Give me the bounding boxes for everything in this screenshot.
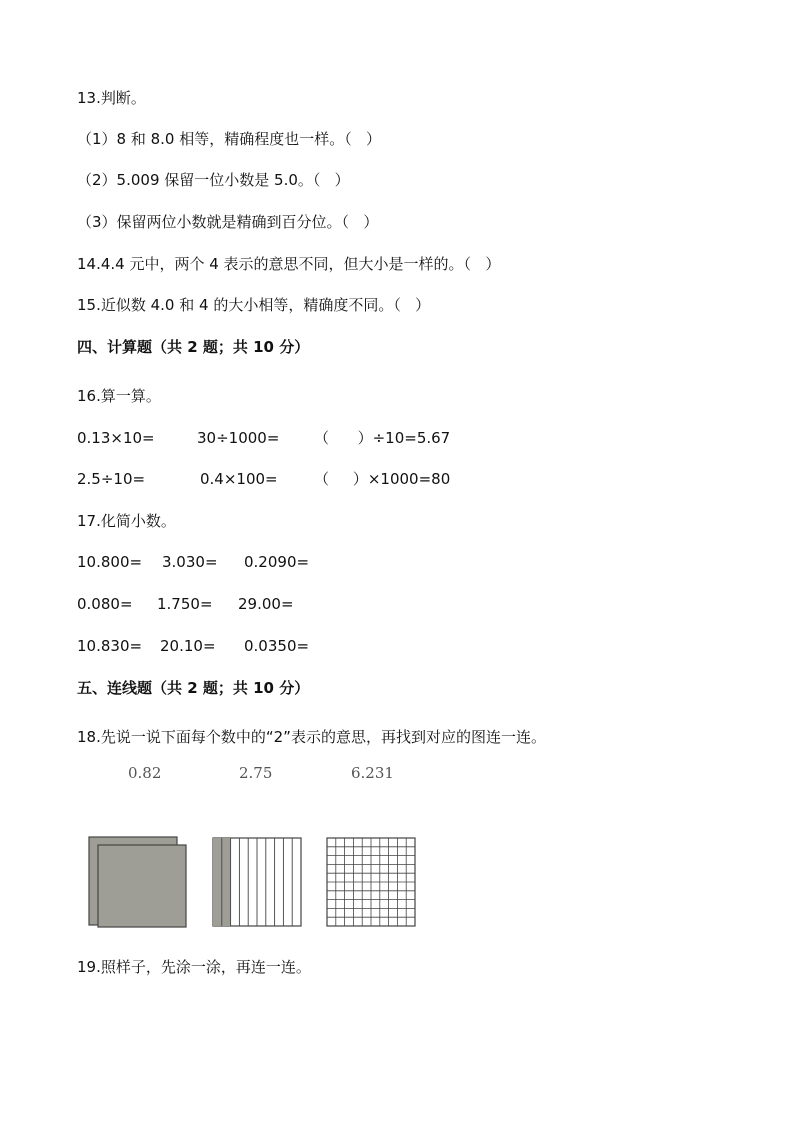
q17-r1-c3: 0.2090=	[244, 553, 310, 571]
q19-text: 19.照样子，先涂一涂，再连一连。	[77, 958, 311, 976]
q17-r1-c2: 3.030=	[162, 553, 218, 571]
q16-r2-c1: 2.5÷10=	[77, 470, 146, 488]
two-full-squares-figure	[88, 836, 188, 928]
q17-r1-c1: 10.800=	[77, 553, 143, 571]
q16-title: 16.算一算。	[77, 387, 161, 405]
q16-r2-c2: 0.4×100=	[200, 470, 278, 488]
q17-r2-c1: 0.080=	[77, 595, 133, 613]
section5-heading: 五、连线题（共 2 题；共 10 分）	[77, 679, 310, 697]
q18-number-2: 2.75	[239, 764, 273, 782]
q16-r1-c3: （ ）÷10=5.67	[314, 429, 451, 447]
hundredths-grid-figure	[325, 836, 417, 928]
q17-r3-c2: 20.10=	[160, 637, 216, 655]
q18-number-1: 0.82	[128, 764, 162, 782]
q16-r2-c3: （ ）×1000=80	[314, 470, 451, 488]
q17-r3-c1: 10.830=	[77, 637, 143, 655]
q17-r2-c3: 29.00=	[238, 595, 294, 613]
q13-item-3: （3）保留两位小数就是精确到百分位。（ ）	[77, 213, 379, 231]
q15-text: 15.近似数 4.0 和 4 的大小相等，精确度不同。（ ）	[77, 296, 431, 314]
q13-item-1: （1）8 和 8.0 相等，精确程度也一样。（ ）	[77, 130, 382, 148]
q17-title: 17.化简小数。	[77, 512, 176, 530]
q13-item-2: （2）5.009 保留一位小数是 5.0。（ ）	[77, 171, 350, 189]
q14-text: 14.4.4 元中，两个 4 表示的意思不同，但大小是一样的。（ ）	[77, 255, 501, 273]
q17-r3-c3: 0.0350=	[244, 637, 310, 655]
q16-r1-c2: 30÷1000=	[197, 429, 280, 447]
section4-heading: 四、计算题（共 2 题；共 10 分）	[77, 338, 310, 356]
q17-r2-c2: 1.750=	[157, 595, 213, 613]
q18-title: 18.先说一说下面每个数中的“2”表示的意思，再找到对应的图连一连。	[77, 728, 546, 746]
q18-number-3: 6.231	[351, 764, 394, 782]
full-square-front	[98, 845, 186, 927]
q13-title: 13.判断。	[77, 89, 146, 107]
q16-r1-c1: 0.13×10=	[77, 429, 155, 447]
tenths-grid-figure	[211, 836, 304, 928]
